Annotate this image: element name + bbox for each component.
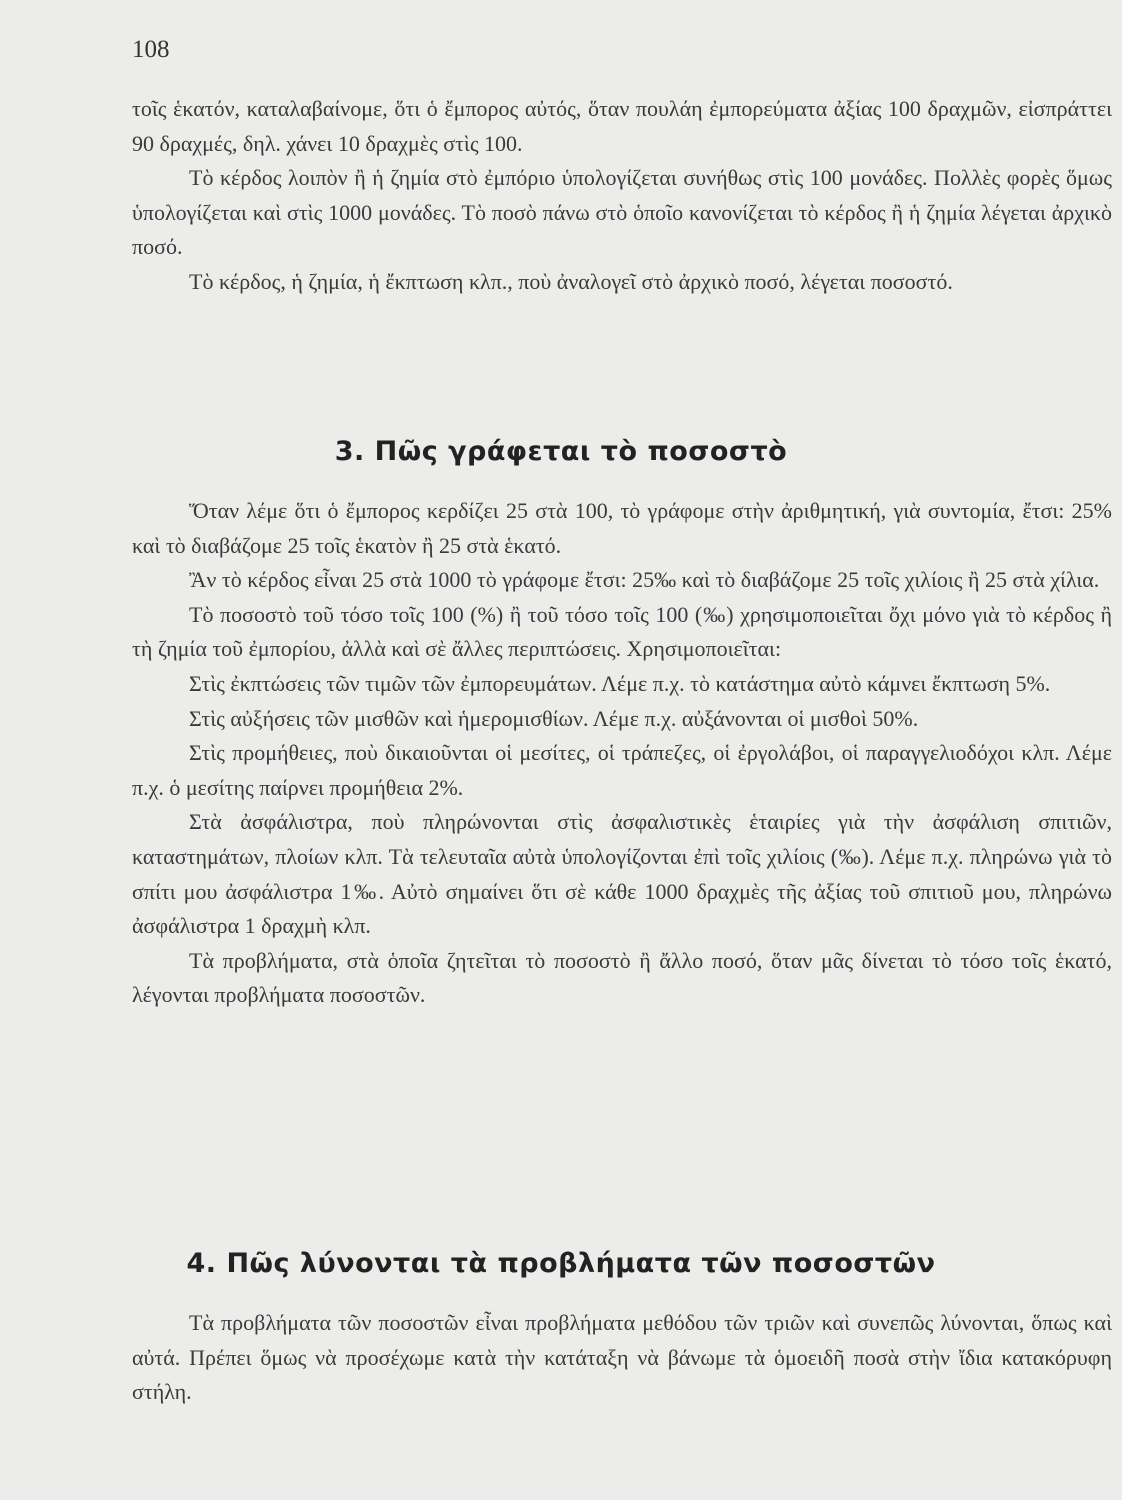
paragraph: Στὶς ἐκπτώσεις τῶν τιμῶν τῶν ἐμπορευμάτων. Λέμε π.χ. τὸ κατάστημα αὐτὸ κάμνει ἔκπτωση 5%. (189, 670, 1051, 696)
paragraph: Τὸ κέρδος, ἡ ζημία, ἡ ἔκπτωση κλπ., ποὺ ἀναλογεῖ στὸ ἀρχικὸ ποσό, λέγεται ποσοστό. (189, 268, 953, 294)
paragraph: Τὰ προβλήματα, στὰ ὁποῖα ζητεῖται τὸ ποσοστὸ ἢ ἄλλο ποσό, ὅταν μᾶς δίνεται τὸ τόσο τοῖς ἑκατό, λέγονται προβλήματα ποσοστῶν. (132, 947, 1112, 1008)
page-number: 108 (132, 36, 170, 63)
section-3-heading: 3. Πῶς γράφεται τὸ ποσοστὸ (334, 436, 788, 467)
paragraph: Τὸ ποσοστὸ τοῦ τόσο τοῖς 100 (%) ἢ τοῦ τόσο τοῖς 100 (‰) χρησιμοποιεῖται ὄχι μόνο γιὰ τὸ κέρδος ἢ τὴ ζημία τοῦ ἐμπορίου, ἀλλὰ καὶ σὲ ἄλλες περιπτώσεις. Χρησιμοποιεῖται: (132, 601, 1112, 662)
section-4-heading: 4. Πῶς λύνονται τὰ προβλήματα τῶν ποσοστῶν (186, 1248, 936, 1279)
paragraph: Τὰ προβλήματα τῶν ποσοστῶν εἶναι προβλήματα μεθόδου τῶν τριῶν καὶ συνεπῶς λύνονται, ὅπως καὶ αὐτά. Πρέπει ὅμως νὰ προσέχωμε κατὰ τὴν κατάταξη νὰ βάνωμε τὰ ὁμοειδῆ ποσὰ στὴν ἴδια κατακόρυφη στήλη. (132, 1310, 1112, 1405)
paragraph: Στὶς αὐξήσεις τῶν μισθῶν καὶ ἡμερομισθίων. Λέμε π.χ. αὐξάνονται οἱ μισθοὶ 50%. (189, 705, 919, 731)
paragraph: Τὸ κέρδος λοιπὸν ἢ ἡ ζημία στὸ ἐμπόριο ὑπολογίζεται συνήθως στὶς 100 μονάδες. Πολλὲς φορὲς ὅμως ὑπολογίζεται καὶ στὶς 1000 μονάδες. Τὸ ποσὸ πάνω στὸ ὁποῖο κανονίζεται τὸ κέρδος ἢ ἡ ζημία λέγεται ἀρχικὸ ποσό. (132, 165, 1112, 260)
section-3-text-block (132, 494, 1112, 1013)
top-text-block (132, 92, 1112, 300)
paragraph: τοῖς ἑκατόν, καταλαβαίνομε, ὅτι ὁ ἔμπορος αὐτός, ὅταν πουλάη ἐμπορεύματα ἀξίας 100 δραχμῶν, εἰσπράττει 90 δραχμές, δηλ. χάνει 10 δραχμὲς στὶς 100. (132, 96, 1112, 156)
paragraph: Ἂν τὸ κέρδος εἶναι 25 στὰ 1000 τὸ γράφομε ἔτσι: 25‰ καὶ τὸ διαβάζομε 25 τοῖς χιλίοις ἢ 25 στὰ χίλια. (189, 567, 1100, 593)
paragraph: Ὅταν λέμε ὅτι ὁ ἔμπορος κερδίζει 25 στὰ 100, τὸ γράφομε στὴν ἀριθμητική, γιὰ συντομία, ἔτσι: 25% καὶ τὸ διαβάζομε 25 τοῖς ἑκατὸν ἢ 25 στὰ ἑκατό. (132, 498, 1112, 558)
section-4-text-block (132, 1306, 1112, 1410)
paragraph: Στὶς προμήθειες, ποὺ δικαιοῦνται οἱ μεσίτες, οἱ τράπεζες, οἱ ἐργολάβοι, οἱ παραγγελιοδόχοι κλπ. Λέμε π.χ. ὁ μεσίτης παίρνει προμήθεια 2%. (132, 740, 1112, 800)
paragraph: Στὰ ἀσφάλιστρα, ποὺ πληρώνονται στὶς ἀσφαλιστικὲς ἑταιρίες γιὰ τὴν ἀσφάλιση σπιτιῶν, καταστημάτων, πλοίων κλπ. Τὰ τελευταῖα αὐτὰ ὑπολογίζονται ἐπὶ τοῖς χιλίοις (‰). Λέμε π.χ. πληρώνω γιὰ τὸ σπίτι μου ἀσφάλιστρα 1‰. Αὐτὸ σημαίνει ὅτι σὲ κάθε 1000 δραχμὲς τῆς ἀξίας τοῦ σπιτιοῦ μου, πληρώνω ἀσφάλιστρα 1 δραχμὴ κλπ. (132, 809, 1112, 939)
